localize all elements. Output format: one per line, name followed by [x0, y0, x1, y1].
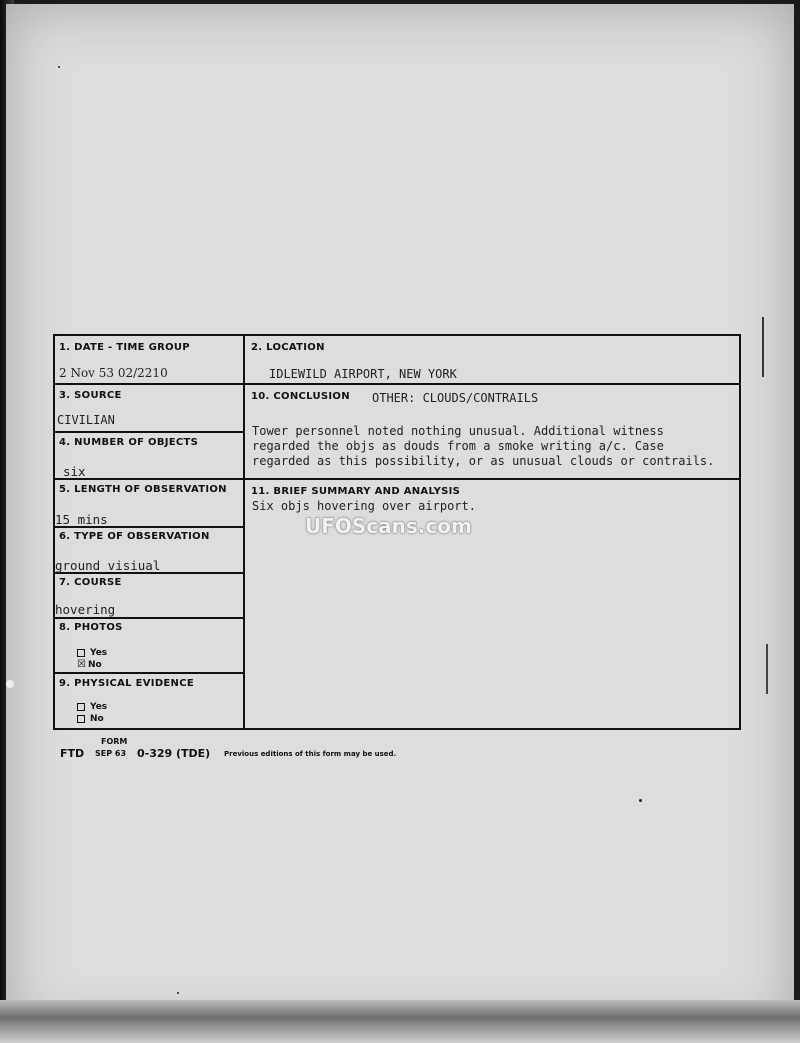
conclusion-label: 10. CONCLUSION [251, 391, 350, 402]
location-value: IDLEWILD AIRPORT, NEW YORK [269, 367, 457, 381]
photos-label: 8. PHOTOS [59, 622, 123, 633]
date-time-label: 1. DATE - TIME GROUP [59, 342, 190, 353]
physical-yes-checkbox [77, 703, 85, 711]
type-of-observation-label: 6. TYPE OF OBSERVATION [59, 531, 210, 542]
footer-form-number: 0-329 (TDE) [137, 747, 211, 760]
physical-yes-text: Yes [90, 702, 108, 712]
watermark-text: UFOScans.com [305, 514, 472, 538]
number-of-objects-value: six [63, 464, 86, 479]
rule-location [244, 383, 741, 385]
rule-photos [55, 672, 244, 674]
scan-speck [58, 66, 60, 68]
type-of-observation-value: ground visiual [55, 558, 161, 573]
location-label: 2. LOCATION [251, 342, 325, 353]
rule-source [55, 431, 244, 433]
footer-ftd: FTD [60, 747, 85, 760]
photos-no-checked-mark: ☒ [77, 659, 86, 670]
scan-speck [177, 992, 179, 994]
length-of-observation-label: 5. LENGTH OF OBSERVATION [59, 484, 227, 495]
rule-course [55, 617, 244, 619]
physical-no-text: No [90, 714, 104, 724]
conclusion-value: OTHER: CLOUDS/CONTRAILS [372, 391, 539, 405]
date-time-value: 2 Nov 53 02/2210 [59, 366, 168, 380]
conclusion-text: Tower personnel noted nothing unusual. Additional witness regarded the objs as douds from a smoke writing a/c. Case regarded as this possibility, or as unusual clouds or contrails. [252, 424, 715, 468]
scan-speck [6, 680, 14, 688]
photos-yes-checkbox [77, 649, 85, 657]
number-of-objects-label: 4. NUMBER OF OBJECTS [59, 437, 199, 448]
physical-evidence-label: 9. PHYSICAL EVIDENCE [59, 678, 194, 689]
source-label: 3. SOURCE [59, 390, 122, 401]
scan-edge-bottom [0, 1000, 800, 1043]
photos-no-option [77, 659, 102, 670]
photos-no-text: No [88, 660, 102, 670]
scan-speck [639, 799, 642, 802]
physical-no-checkbox [77, 715, 85, 723]
footer-form-word: FORM [101, 737, 128, 746]
scan-mark [766, 644, 768, 694]
summary-text: Six objs hovering over airport. [252, 499, 476, 513]
length-of-observation-value: 15 mins [55, 512, 108, 527]
source-value: CIVILIAN [57, 413, 115, 427]
rule-date [55, 383, 244, 385]
scan-mark [762, 317, 764, 377]
column-divider [243, 336, 245, 728]
photos-yes-text: Yes [90, 648, 108, 658]
physical-no-option [77, 714, 104, 724]
course-label: 7. COURSE [59, 577, 122, 588]
photos-yes-option [77, 648, 107, 658]
physical-yes-option [77, 702, 107, 712]
footer-date-code: SEP 63 [95, 749, 127, 758]
footer-note: Previous editions of this form may be used. [224, 750, 397, 758]
summary-label: 11. BRIEF SUMMARY AND ANALYSIS [251, 486, 461, 497]
rule-objects [55, 478, 741, 480]
course-value: hovering [55, 602, 116, 617]
